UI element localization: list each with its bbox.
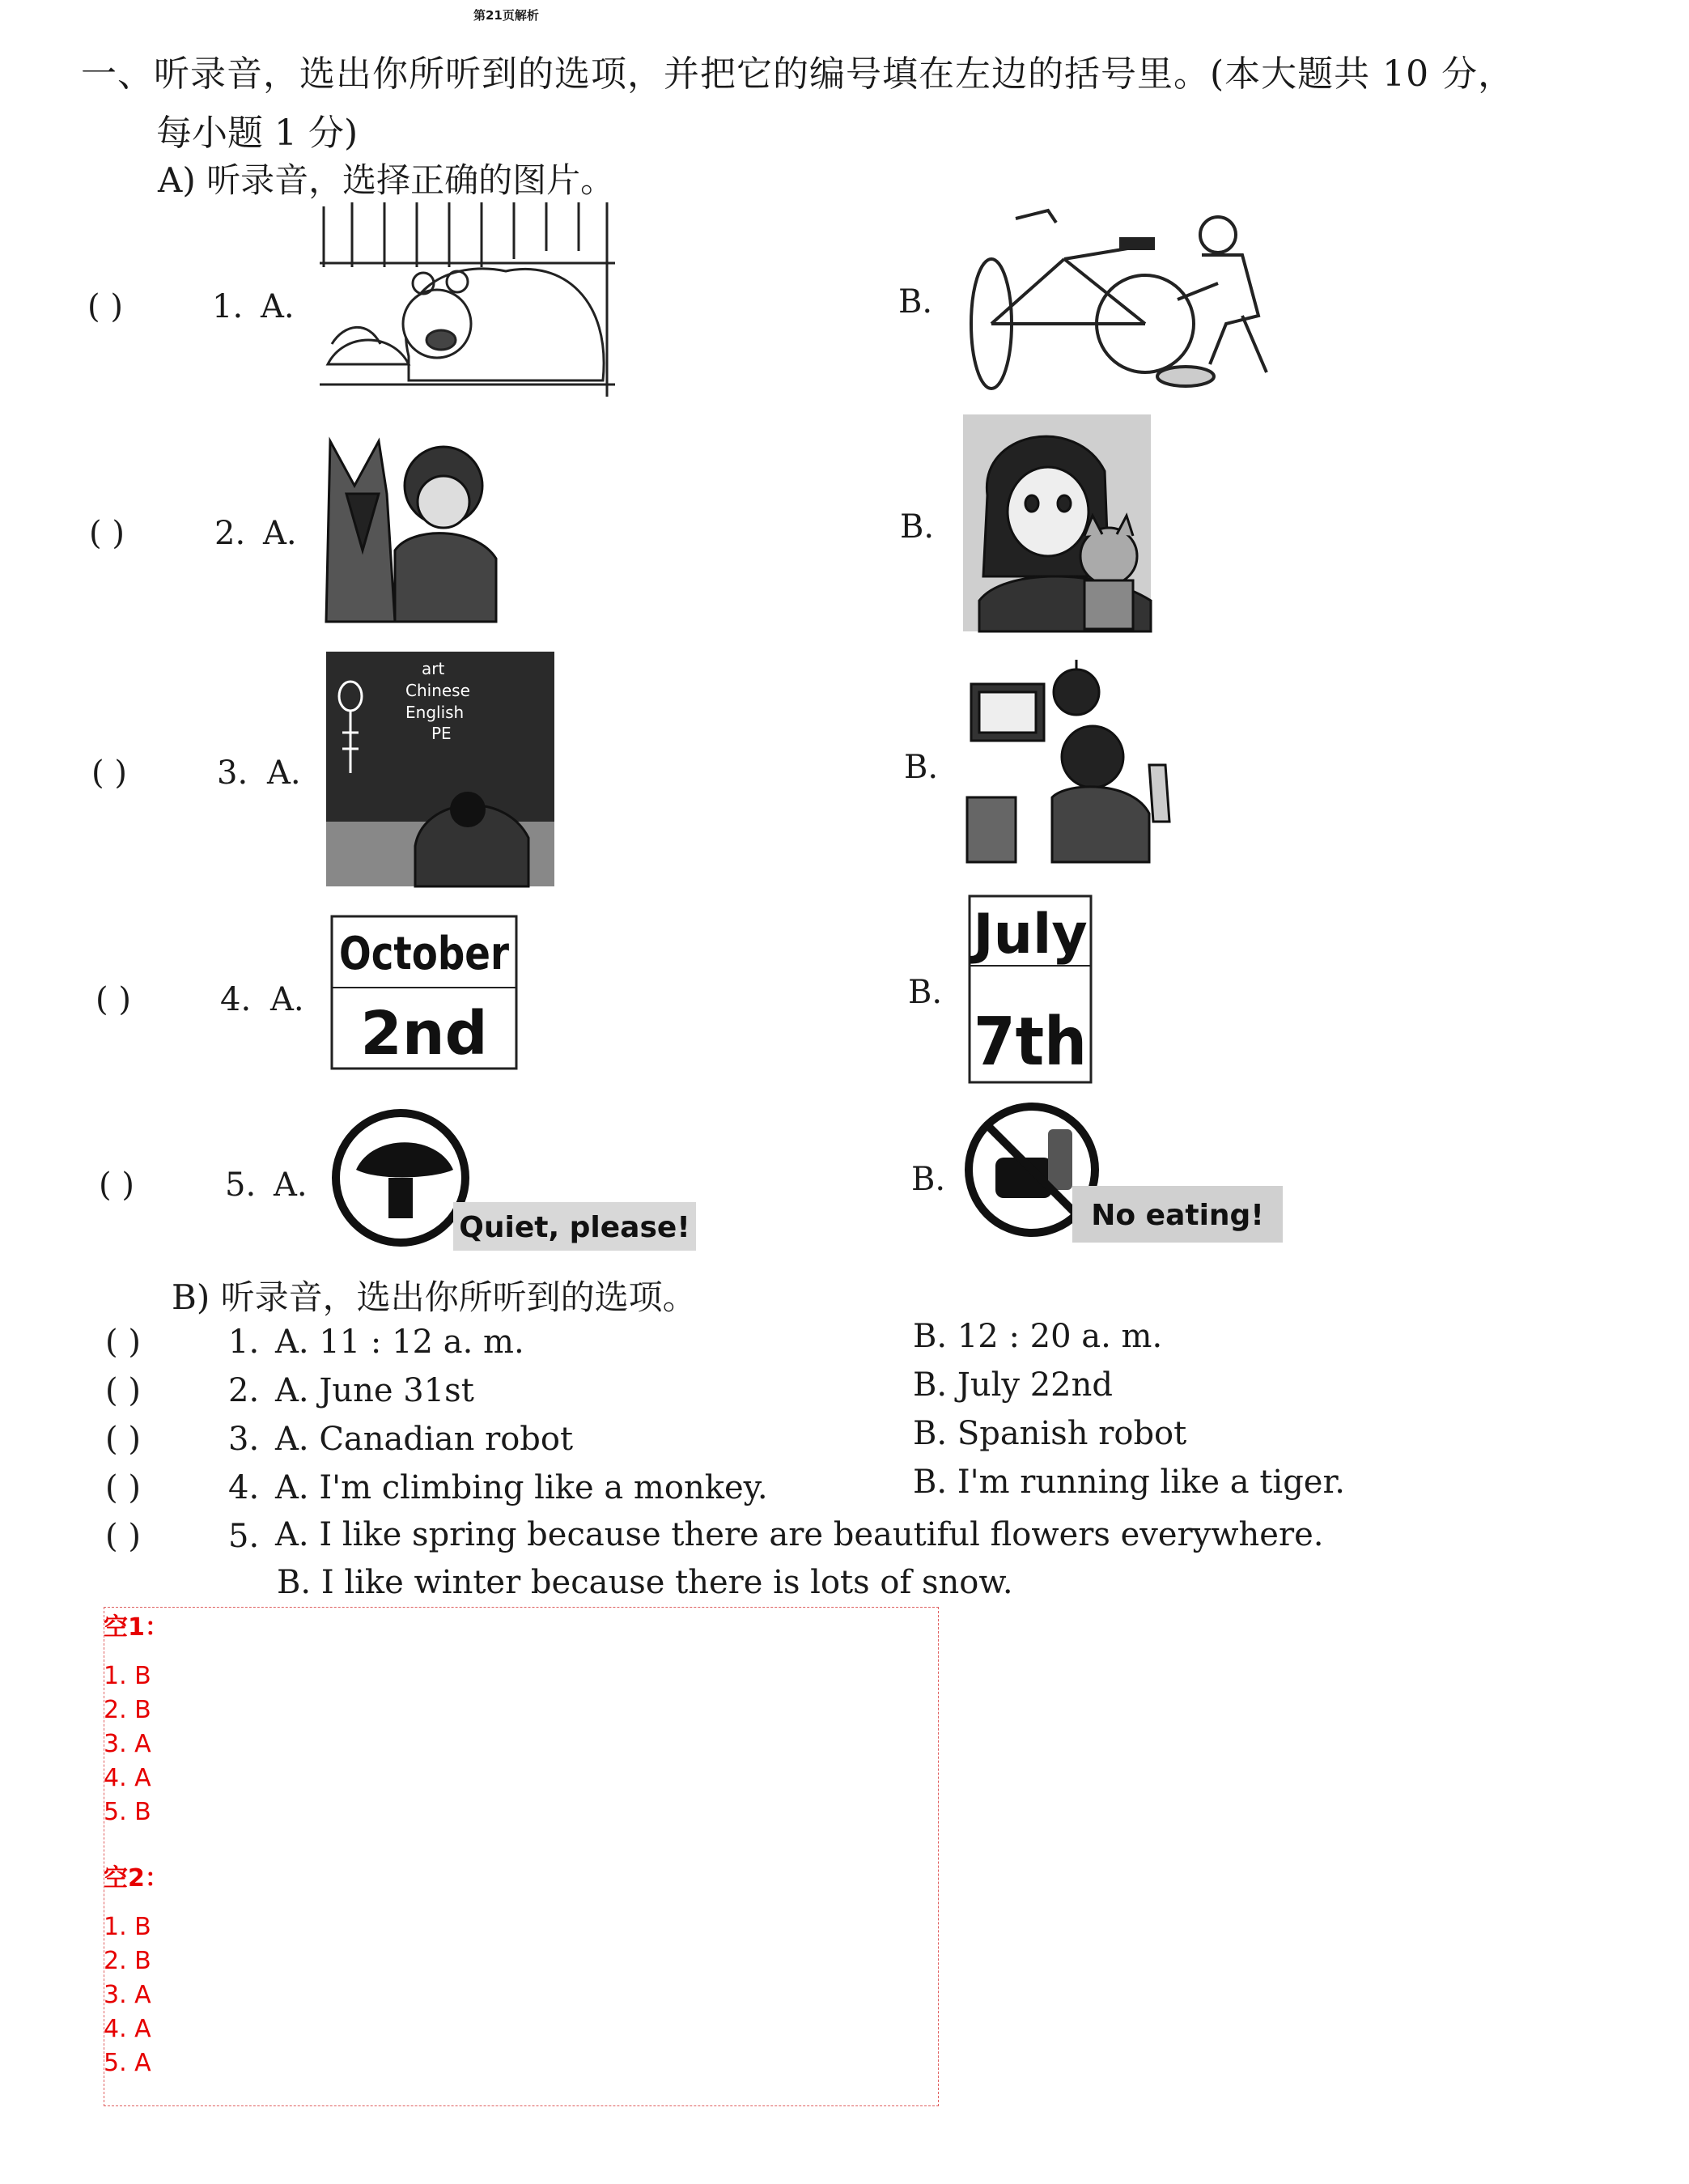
part-a-title: A) 听录音，选择正确的图片。 [158,160,615,200]
boy-washing-bike-picture[interactable] [959,202,1299,401]
blank-1-label: 空1： [104,1613,169,1642]
answer-bracket[interactable]: ( ) [89,515,125,552]
answer-bracket[interactable]: ( ) [87,288,123,325]
option-a-text: A. June 31st [275,1372,474,1409]
option-b-text: B. I'm running like a tiger. [913,1464,1345,1501]
boy-with-dog-picture[interactable] [322,437,504,622]
answer-key-box [104,1607,939,2106]
section-title-continued: 每小题 1 分) [156,113,359,154]
answer-bracket[interactable]: ( ) [91,754,127,792]
blackboard-subject: art [422,659,445,678]
option-a-label: A. [267,754,301,792]
option-b-label: B. [911,1161,946,1198]
question-number: 5. [228,1518,260,1555]
calendar-month: October [339,928,510,980]
question-number: 1. [228,1324,260,1361]
option-b-label: B. [900,508,935,546]
option-a-label: A. [270,981,304,1018]
question-number: 3. [228,1421,260,1458]
answer-bracket[interactable]: ( ) [99,1166,134,1204]
option-a-text: A. I'm climbing like a monkey. [275,1469,768,1506]
question-number: 3. [217,754,248,792]
option-b-text: B. Spanish robot [913,1415,1187,1452]
option-a-text: A. I like spring because there are beautiful flowers everywhere. [275,1516,1324,1553]
answer-item: 2. B [104,1696,151,1724]
answer-bracket[interactable]: ( ) [95,981,131,1018]
option-a-text: A. Canadian robot [275,1421,574,1458]
answer-item: 4. A [104,1764,151,1792]
quiet-sign-picture[interactable] [332,1101,700,1255]
bear-sleeping-picture[interactable] [320,202,615,401]
blackboard-subject: Chinese [405,681,470,700]
answer-bracket[interactable]: ( ) [105,1324,141,1361]
no-eating-sign-text: No eating! [1091,1199,1264,1232]
option-b-text: B. July 22nd [913,1366,1113,1404]
answer-bracket[interactable]: ( ) [105,1469,141,1506]
calendar-card-picture[interactable] [968,894,1094,1086]
part-b-title: B) 听录音，选出你所听到的选项。 [172,1277,697,1317]
option-b-label: B. [904,749,939,786]
answer-item: 1. B [104,1662,151,1690]
girl-with-cat-picture[interactable] [963,414,1151,631]
answer-item: 5. A [104,2049,151,2077]
question-number: 2. [214,515,246,552]
no-eating-sign-picture[interactable] [963,1093,1287,1255]
quiet-sign-text: Quiet, please! [459,1211,690,1244]
option-a-text: A. 11 : 12 a. m. [275,1324,524,1361]
option-a-label: A. [261,288,295,325]
page-header: 第21页解析 [473,8,539,23]
option-b-label: B. [908,974,943,1011]
calendar-month: July [973,903,1088,967]
answer-item: 2. B [104,1947,151,1975]
question-number: 4. [228,1469,260,1506]
answer-bracket[interactable]: ( ) [105,1372,141,1409]
answer-item: 4. A [104,2015,151,2043]
calendar-day: 2nd [360,999,488,1069]
calendar-day: 7th [974,1004,1087,1081]
option-a-label: A. [274,1166,308,1204]
option-b-text: B. 12 : 20 a. m. [913,1318,1163,1355]
question-number: 2. [228,1372,260,1409]
answer-bracket[interactable]: ( ) [105,1518,141,1555]
answer-item: 5. B [104,1798,151,1826]
answer-item: 3. A [104,1730,151,1758]
answer-bracket[interactable]: ( ) [105,1421,141,1458]
answer-item: 3. A [104,1981,151,2009]
option-b-text: B. I like winter because there is lots of snow. [277,1564,1013,1601]
option-a-label: A. [263,515,297,552]
section-title: 一、听录音，选出你所听到的选项，并把它的编号填在左边的括号里。(本大题共 10 分， [81,53,1515,95]
blackboard-subject: PE [431,724,452,743]
question-number: 5. [225,1166,257,1204]
blackboard-subject: English [405,703,465,722]
question-number: 1. [212,288,244,325]
question-number: 4. [220,981,252,1018]
classroom-blackboard-picture[interactable] [326,652,554,886]
option-b-label: B. [898,283,933,321]
calendar-card-picture[interactable] [330,915,518,1073]
blank-2-label: 空2： [104,1864,169,1893]
boy-at-computer-picture[interactable] [963,660,1186,862]
answer-item: 1. B [104,1913,151,1941]
